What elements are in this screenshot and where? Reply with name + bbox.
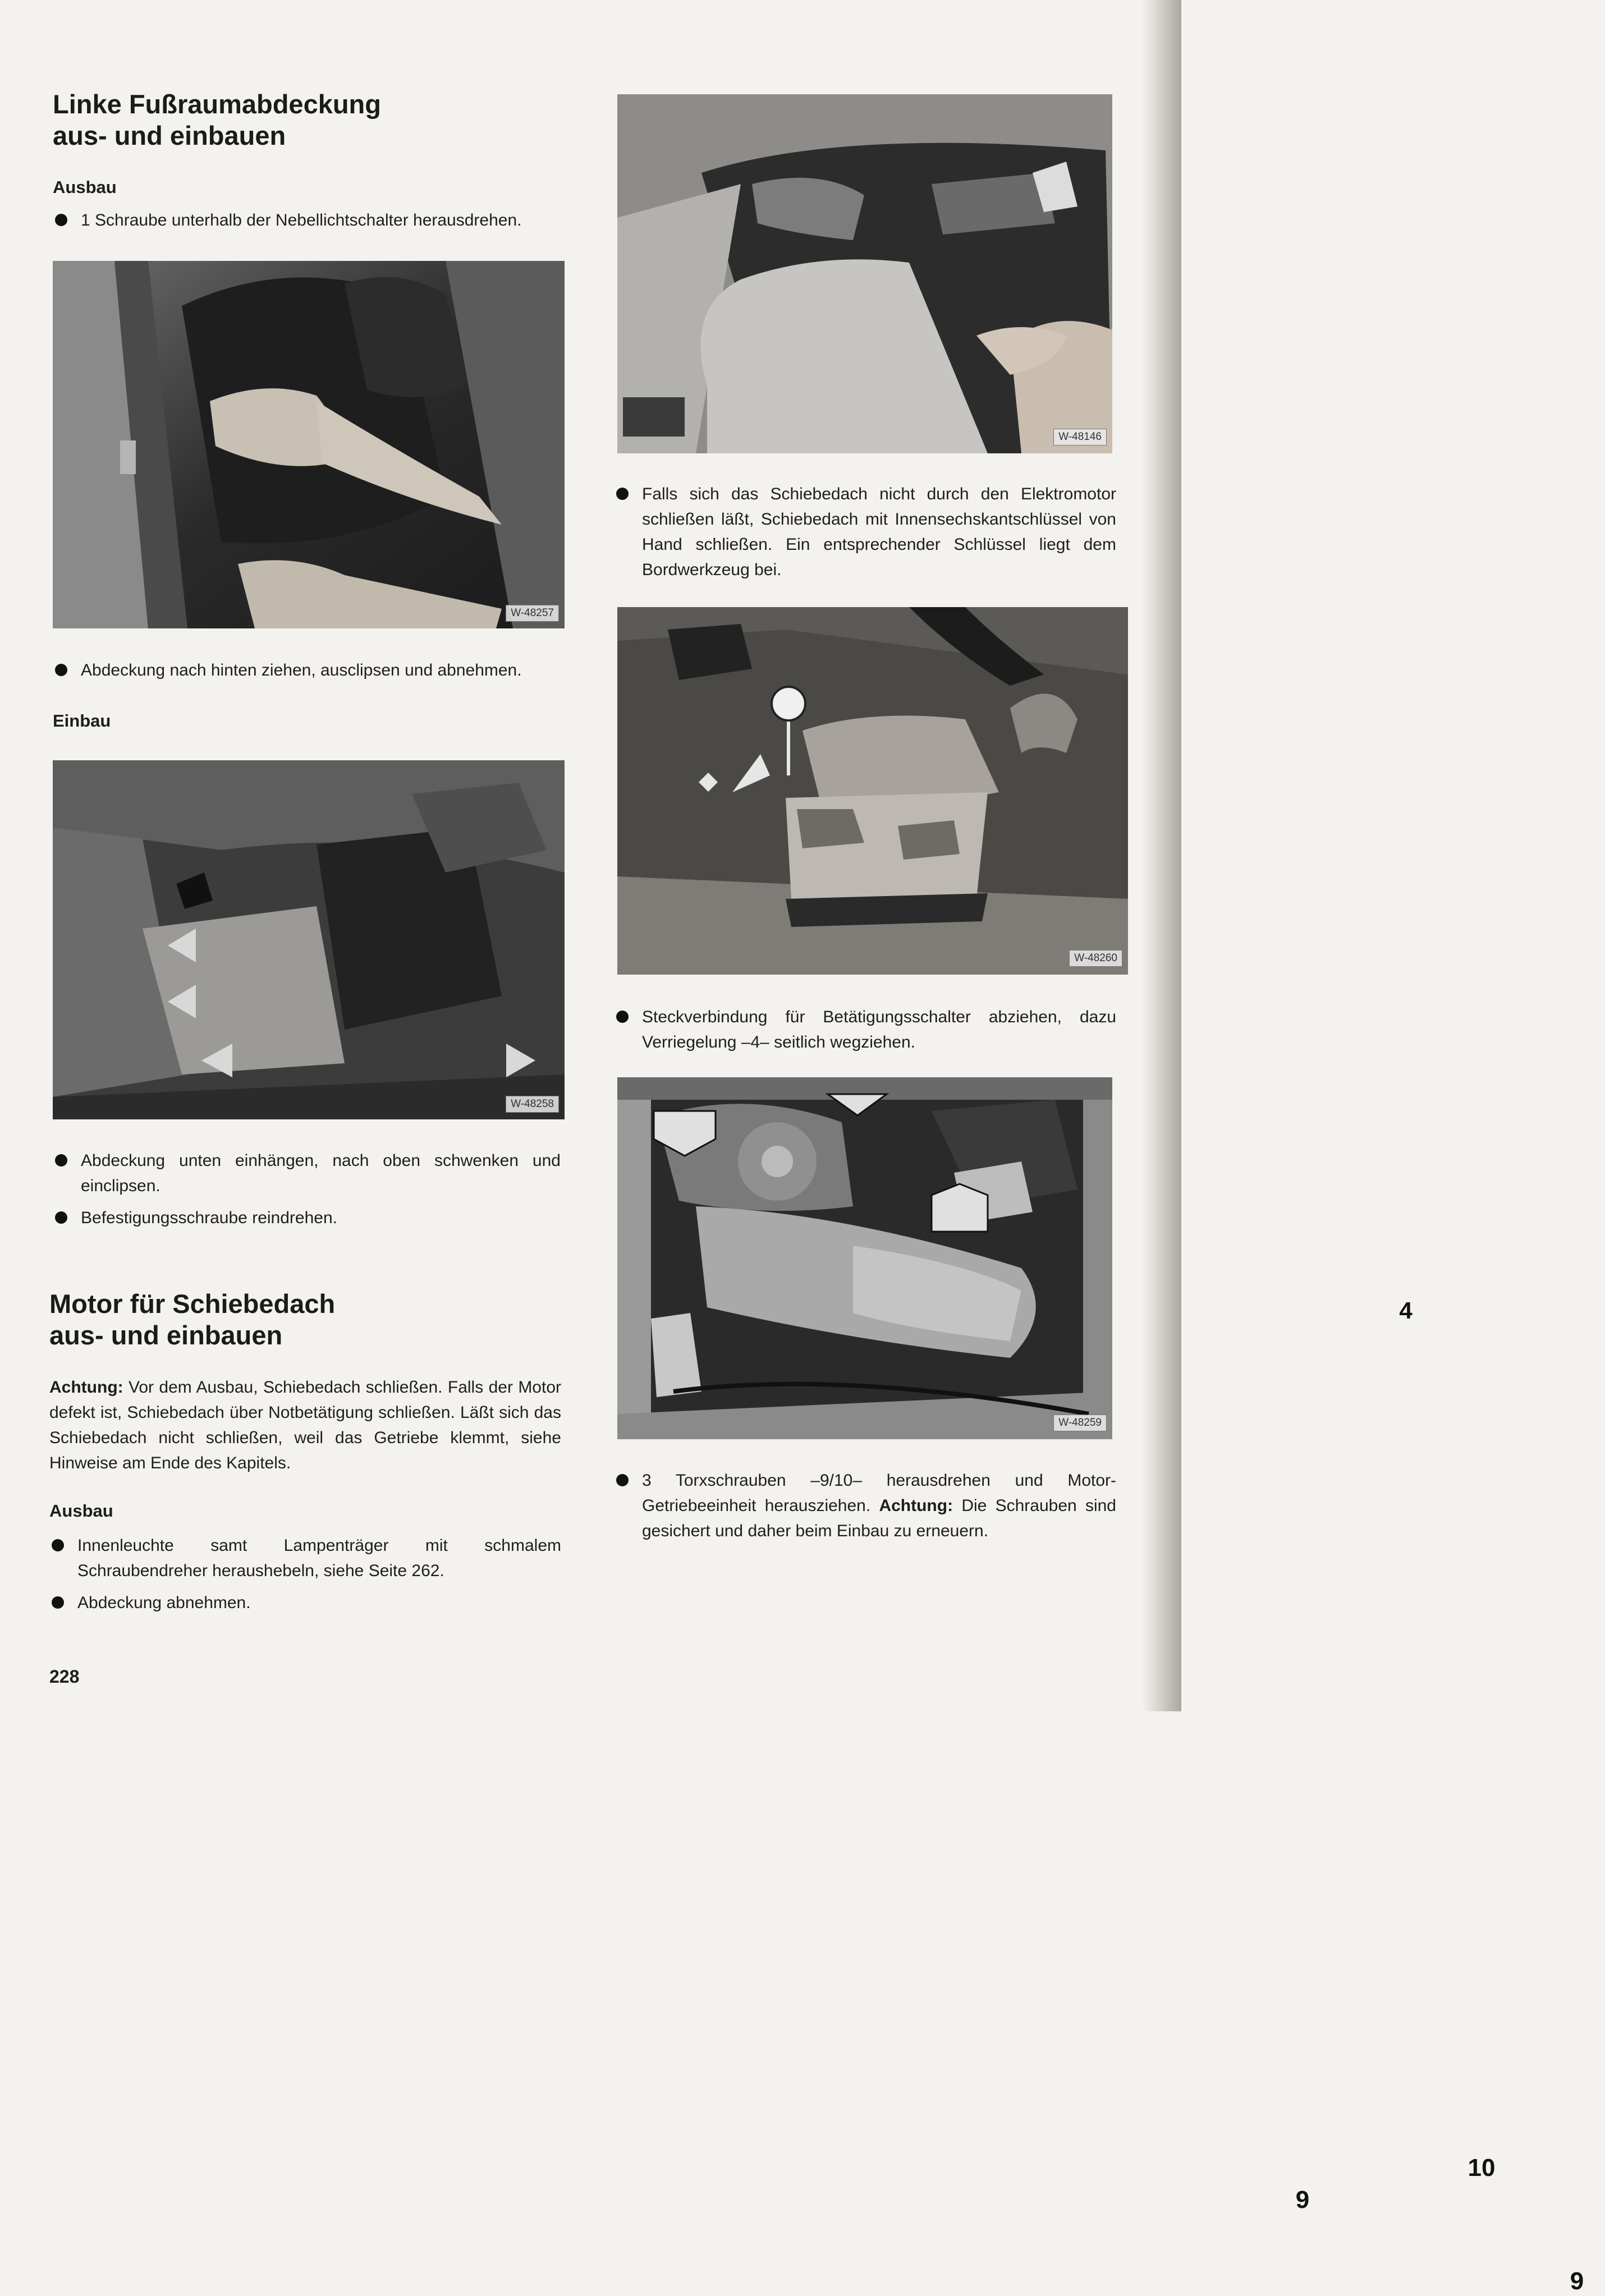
section-title-footwell <box>53 89 558 151</box>
removal-heading-sunroof: Ausbau <box>49 1501 113 1521</box>
photo-callout-4: 4 <box>1399 1297 1413 1324</box>
section-title-line2: aus- und einbauen <box>53 121 286 150</box>
step-remove-torx-screws <box>614 1468 1116 1544</box>
step-footwell-hook-cover: Abdeckung unten einhängen, nach oben schwenken und einclipsen. <box>53 1148 561 1198</box>
photo-code-label: W-48258 <box>506 1096 559 1113</box>
photo-footwell-cover-removal-image <box>53 261 565 628</box>
photo-sunroof-manual-close-image <box>617 94 1112 453</box>
caution-note-sunroof <box>49 1375 561 1476</box>
page-edge-shadow <box>1142 0 1181 1711</box>
photo-callout-10: 10 <box>1468 2154 1496 2182</box>
photo-switch-connector-image <box>617 607 1128 975</box>
step-sunroof-remove-cover: Abdeckung abnehmen. <box>49 1590 561 1615</box>
photo-callout-9-right: 9 <box>1570 2267 1584 2295</box>
bullet-icon <box>55 1211 67 1224</box>
bullet-icon <box>616 488 629 500</box>
photo-callout-9-left: 9 <box>1295 2186 1310 2214</box>
photo-code-label: W-48259 <box>1053 1415 1107 1431</box>
caution-label: Achtung: <box>49 1378 123 1397</box>
bullet-icon <box>616 1474 629 1486</box>
bullet-icon <box>55 214 67 226</box>
photo-sunroof-motor-image <box>617 1077 1112 1439</box>
photo-code-label: W-48257 <box>506 605 559 622</box>
bullet-icon <box>55 1154 67 1167</box>
bullet-icon <box>52 1596 64 1609</box>
section-title-line1: Linke Fußraumabdeckung <box>53 89 381 119</box>
bullet-icon <box>52 1539 64 1551</box>
install-heading-footwell: Einbau <box>53 711 111 731</box>
photo-code-label: W-48146 <box>1053 429 1107 446</box>
removal-heading-footwell: Ausbau <box>53 177 117 197</box>
step-footwell-tighten-screw: Befestigungsschraube reindrehen. <box>53 1205 561 1230</box>
step-footwell-pull-cover: Abdeckung nach hinten ziehen, ausclipsen und abnehmen. <box>53 658 561 683</box>
step-text-tail: Die Schrauben sind gesichert und daher beim Einbau zu erneuern. <box>642 1496 1116 1540</box>
bullet-icon <box>55 664 67 676</box>
photo-footwell-cover-install <box>53 760 565 1119</box>
step-footwell-remove-screw: 1 Schraube unterhalb der Nebellichtschalter herausdrehen. <box>53 208 561 233</box>
page-number: 228 <box>49 1666 80 1687</box>
photo-sunroof-manual-close <box>617 94 1112 453</box>
step-text: 3 Torxschrauben –9/10– herausdrehen und Motor-Getriebeeinheit herausziehen. <box>642 1471 1116 1515</box>
step-sunroof-remove-lamp: Innenleuchte samt Lampenträger mit schmalem Schraubendreher heraushebeln, siehe Seite 262. <box>49 1533 561 1583</box>
step-disconnect-switch-plug: Steckverbindung für Betätigungsschalter abziehen, dazu Verriegelung –4– seitlich wegziehen. <box>614 1004 1116 1055</box>
photo-code-label: W-48260 <box>1069 950 1122 967</box>
caution-label: Achtung: <box>879 1496 953 1515</box>
photo-footwell-cover-install-image <box>53 760 565 1119</box>
section-title-line2: aus- und einbauen <box>49 1320 283 1350</box>
section-title-sunroof-motor <box>49 1288 554 1351</box>
photo-footwell-cover-removal <box>53 261 565 628</box>
caution-text: Vor dem Ausbau, Schiebedach schließen. Falls der Motor defekt ist, Schiebedach über Notbetätigung schließen. Läßt sich das Schiebedach nicht schließen, weil das Getriebe klemmt, siehe Hinweise am Ende des Kapitels. <box>49 1378 561 1472</box>
step-sunroof-manual-close: Falls sich das Schiebedach nicht durch den Elektromotor schließen läßt, Schiebedach mit Innensechskantschlüssel von Hand schließen. Ein entsprechender Schlüssel liegt dem Bordwerkzeug bei. <box>614 481 1116 582</box>
section-title-line1: Motor für Schiebedach <box>49 1289 336 1319</box>
bullet-icon <box>616 1011 629 1023</box>
